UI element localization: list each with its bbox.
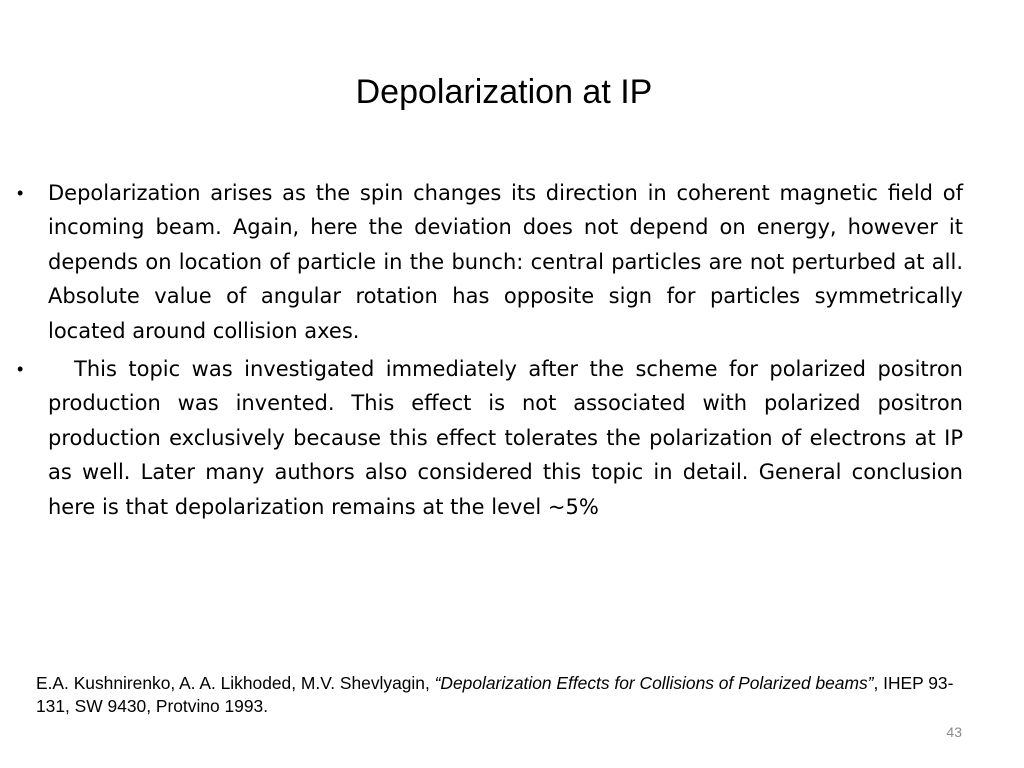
reference-title: “Depolarization Effects for Collisions of Polarized beams” (434, 673, 874, 693)
reference-authors: E.A. Kushnirenko, A. A. Likhoded, M.V. Shevlyagin, (36, 673, 435, 693)
slide-title: Depolarization at IP (355, 73, 653, 111)
reference-details: , IHEP 93-131, SW 9430, Protvino 1993. (36, 673, 954, 716)
bullet-text: This topic was investigated immediately after the scheme for polarized positron production was invented. This effect is not associated with polarized positron production exclusively because this effect tolerates the polarization of electrons at IP as well. Later many authors also considered this topic in detail. General conclusion here is that depolarization remains at the level ~5% (48, 357, 963, 519)
bullet-marker: • (17, 183, 24, 203)
bullet-marker: • (17, 359, 24, 380)
bullet-text: Depolarization arises as the spin changes its direction in coherent magnetic field of incoming beam. Again, here the deviation does not depend on energy, however it depends on location of particle in the bunch: central particles are not perturbed at all. Absolute value of angular rotation has opposite sign for particles symmetrically located around collision axes. (48, 181, 963, 343)
bullet-item (17, 352, 963, 524)
bullet-item (17, 176, 963, 348)
reference-citation (36, 672, 956, 718)
slide-number: 43 (946, 724, 962, 740)
bullet-list (17, 176, 963, 528)
